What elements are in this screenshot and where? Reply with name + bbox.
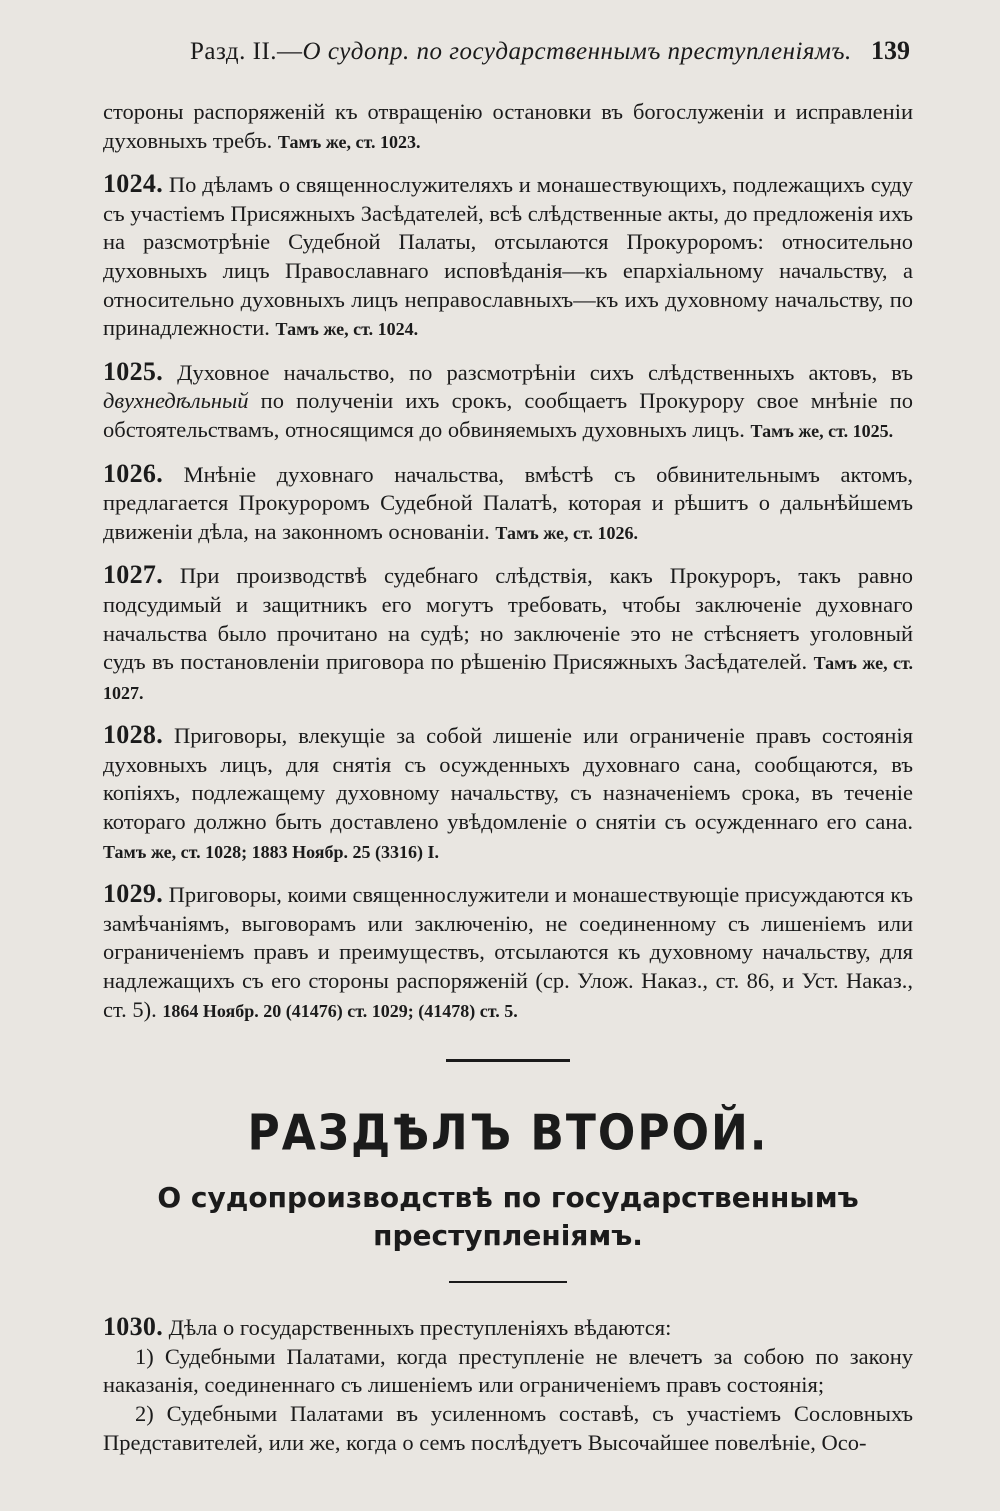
section-subtitle: О судопроизводствѣ по государственнымъ преступленіямъ. — [157, 1181, 859, 1253]
article-number: 1028. — [103, 720, 163, 750]
running-title-prefix: Разд. II.— — [190, 38, 303, 65]
article-number: 1029. — [103, 879, 163, 909]
article-1030 — [103, 1313, 913, 1457]
running-title-text: О судопр. по государственнымъ преступленіямъ. — [302, 38, 852, 65]
intro-paragraph — [103, 98, 913, 156]
list-item: 2) Судебными Палатами въ усиленномъ составѣ, съ участіемъ Сословныхъ Представителей, или же, когда о семъ послѣдуетъ Высочайшее повелѣніе, Осо- — [103, 1401, 913, 1455]
article-text: Духовное начальство, по разсмотрѣніи сихъ слѣдственныхъ актовъ, въ — [177, 359, 914, 385]
article-text: Мнѣніе духовнаго начальства, вмѣстѣ съ обвинительнымъ актомъ, предлагается Прокуроромъ Судебной Палатѣ, которая и рѣшитъ о дальнѣйшемъ движеніи дѣла, на законномъ основаніи. — [103, 461, 913, 544]
running-head — [90, 30, 910, 70]
article-number: 1030. — [103, 1312, 163, 1342]
article-ref: Тамъ же, ст. 1028; 1883 Ноябр. 25 (3316) I. — [103, 841, 439, 862]
article-1027 — [103, 561, 913, 707]
article-ref: 1864 Ноябр. 20 (41476) ст. 1029; (41478) ст. 5. — [162, 1000, 518, 1021]
article-number: 1025. — [103, 356, 163, 386]
article-1024 — [103, 170, 913, 344]
article-text: При производствѣ судебнаго слѣдствія, какъ Прокуроръ, такъ равно подсудимый и защитникъ его могутъ требовать, чтобы заключеніе духовнаго начальства было прочитано на судѣ; но заключеніе это не стѣсняетъ уголовный судъ въ постановленіи приговора по рѣшенію Присяжныхъ Засѣдателей. — [103, 563, 913, 675]
article-text: Приговоры, влекущіе за собой лишеніе или ограниченіе правъ состоянія духовныхъ лицъ, для снятія съ осужденныхъ духовнаго сана, сообщаются, въ копіяхъ, подлежащему духовному начальству, съ назначеніемъ срока, въ теченіе котораго должно быть доставлено увѣдомленіе о снятіи съ осужденнаго его сана. — [103, 723, 913, 835]
subtitle-divider — [449, 1281, 567, 1283]
intro-ref: Тамъ же, ст. 1023. — [277, 131, 421, 152]
article-ref: Тамъ же, ст. 1027. — [103, 653, 914, 703]
article-text: Дѣла о государственныхъ преступленіяхъ вѣдаются: — [168, 1315, 672, 1341]
article-number: 1024. — [103, 169, 163, 199]
article-1025 — [103, 358, 913, 446]
article-number: 1026. — [103, 458, 163, 488]
article-text-cont: по полученіи ихъ срокъ, сообщаетъ Прокурору свое мнѣніе по обстоятельствамъ, относящимся до обвиняемыхъ духовныхъ лицъ. — [103, 388, 914, 442]
page-body — [103, 98, 913, 1457]
article-1026 — [103, 460, 913, 548]
article-ref: Тамъ же, ст. 1026. — [495, 522, 638, 543]
article-1028 — [103, 721, 913, 866]
running-title — [190, 38, 852, 66]
article-ref: Тамъ же, ст. 1025. — [750, 420, 894, 441]
page-number: 139 — [871, 36, 910, 65]
article-ref: Тамъ же, ст. 1024. — [275, 319, 419, 340]
article-italic-term: двухнедѣльный — [103, 388, 249, 414]
section-divider — [446, 1059, 570, 1062]
article-number: 1027. — [103, 560, 163, 590]
section-title: РАЗДѢЛЪ ВТОРОЙ. — [247, 1105, 769, 1163]
list-item: 1) Судебными Палатами, когда преступленіе не влечетъ за собою по закону наказанія, соединеннаго съ лишеніемъ или ограниченіемъ правъ состоянія; — [103, 1343, 913, 1398]
article-text: По дѣламъ о священнослужителяхъ и монашествующихъ, подлежащихъ суду съ участіемъ Присяжныхъ Засѣдателей, всѣ слѣдственные акты, до предложенія ихъ на разсмотрѣніе Судебной Палаты, отсылаются Прокуроромъ: относительно духовныхъ лицъ Православнаго исповѣданія—къ епархіальному начальству, а относительно духовныхъ лицъ неправославныхъ—къ ихъ духовному начальству, по принадлежности. — [103, 172, 914, 341]
intro-text: стороны распоряженій къ отвращенію остановки въ богослуженіи и исправленіи духовныхъ требъ. — [103, 99, 913, 153]
article-1030-lead — [103, 1313, 913, 1343]
article-text: Приговоры, коими священнослужители и монашествующіе присуждаются къ замѣчаніямъ, выговорамъ или заключенію, не соединенному съ лишеніемъ или ограниченіемъ правъ и преимуществъ, отсылаются къ духовному начальству, для надлежащихъ съ его стороны распоряженій (ср. Улож. Наказ., ст. 86, и Уст. Наказ., ст. 5). — [103, 882, 913, 1022]
article-1029 — [103, 880, 913, 1025]
